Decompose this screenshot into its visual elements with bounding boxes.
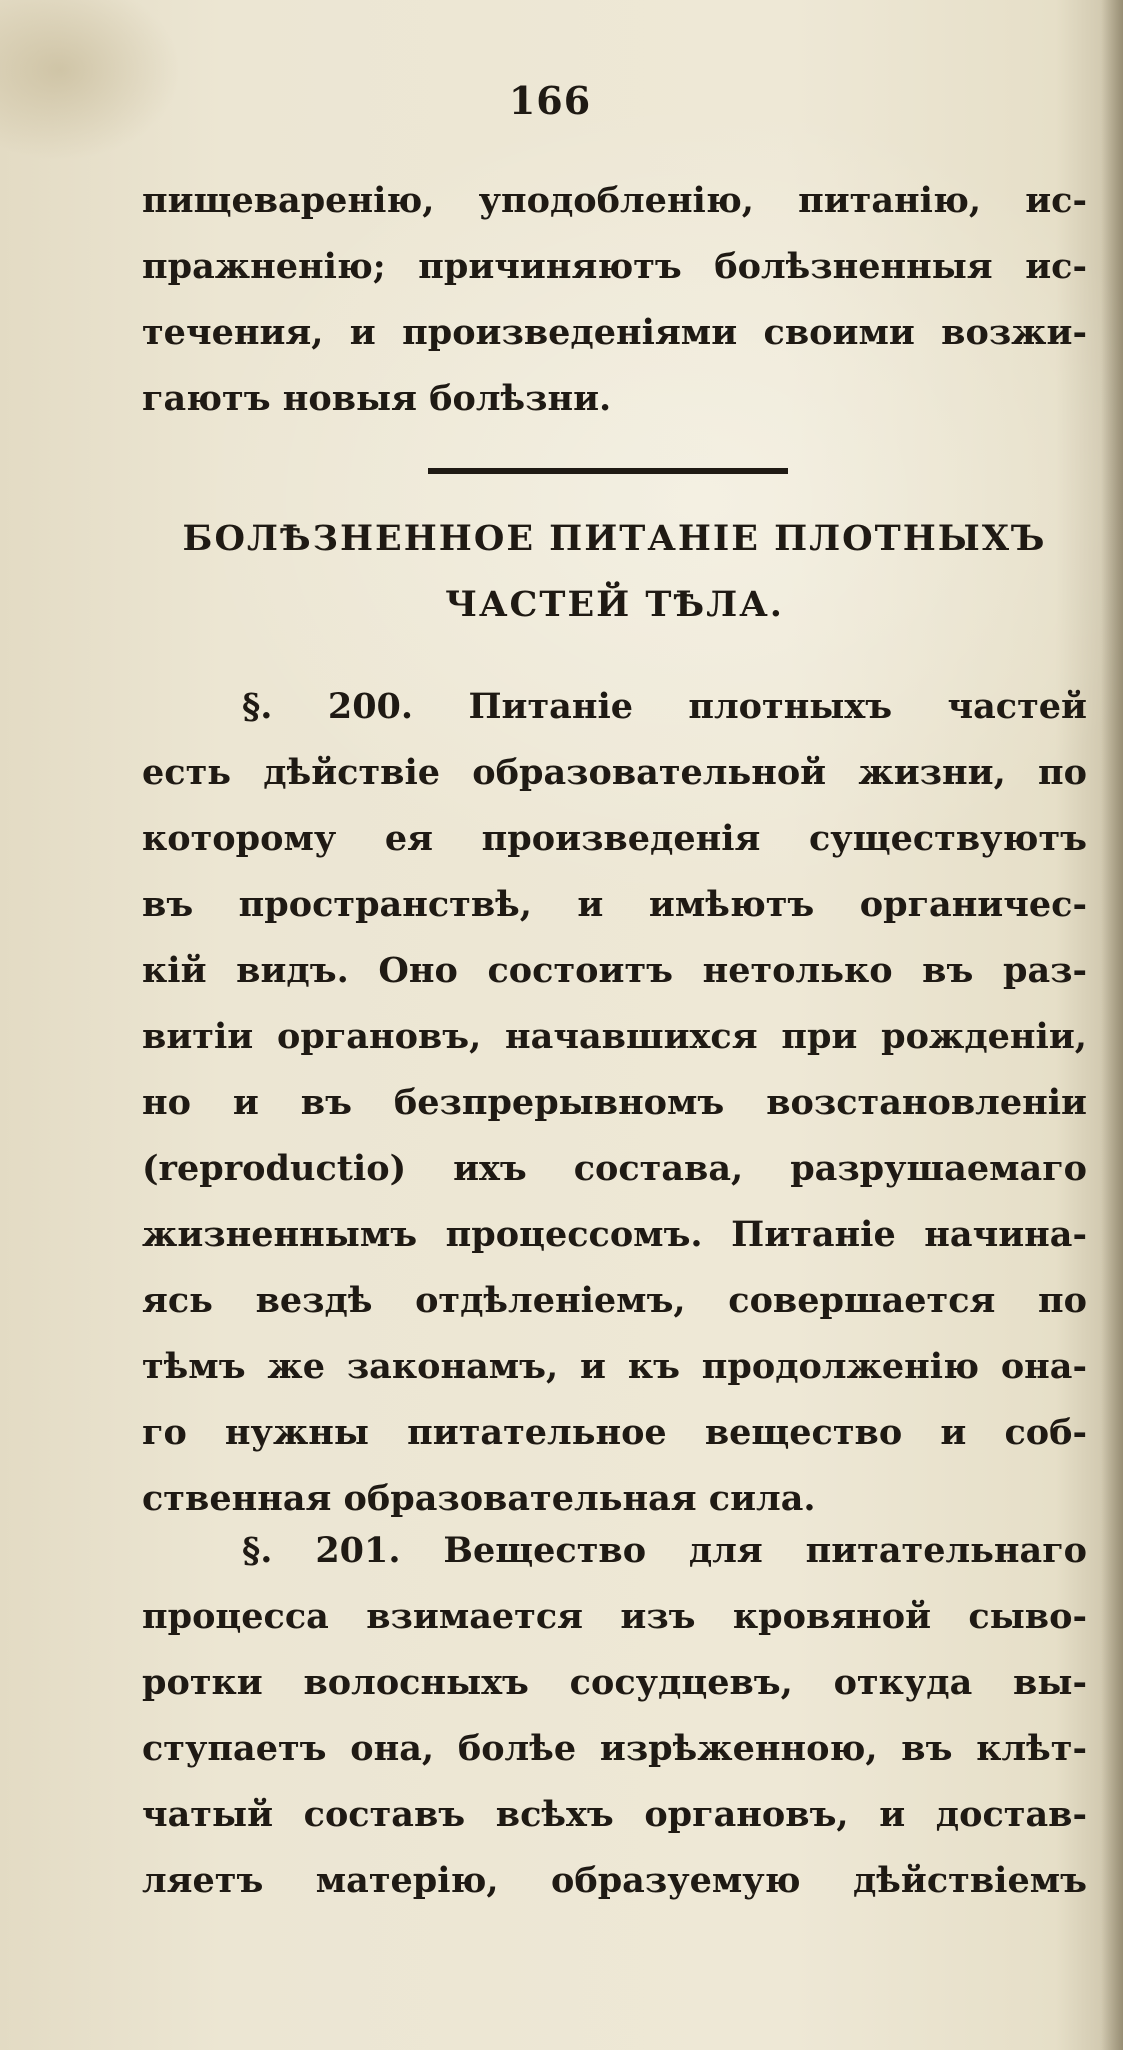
text-line: чатый составъ всѣхъ органовъ, и достав-	[142, 1794, 1087, 1835]
section-divider-rule	[428, 468, 788, 474]
text-line: витіи органовъ, начавшихся при рожденіи,	[142, 1016, 1087, 1057]
paragraph-200	[142, 674, 1087, 1532]
text-line: кій видъ. Оно состоитъ нетолько въ раз-	[142, 950, 1087, 991]
paragraph-continued	[142, 168, 1087, 432]
text-line: го нужны питательное вещество и соб-	[142, 1412, 1087, 1453]
text-line: процесса взимается изъ кровяной сыво-	[142, 1596, 1087, 1637]
section-heading-line-2: ЧАСТЕЙ ТѢЛА.	[445, 584, 784, 625]
page-number: 166	[508, 78, 592, 123]
text-line: жизненнымъ процессомъ. Питаніе начина-	[142, 1214, 1087, 1255]
text-line: ступаетъ она, болѣе изрѣженною, въ клѣт-	[142, 1728, 1087, 1769]
text-line: §. 200. Питаніе плотныхъ частей	[242, 686, 1087, 727]
text-line: въ пространствѣ, и имѣютъ органичес-	[142, 884, 1087, 925]
text-line: §. 201. Вещество для питательнаго	[242, 1530, 1087, 1571]
text-line: ротки волосныхъ сосудцевъ, откуда вы-	[142, 1662, 1087, 1703]
text-line: но и въ безпрерывномъ возстановленіи	[142, 1082, 1087, 1123]
page-gutter-shadow	[1101, 0, 1123, 2050]
text-line: пищеваренію, уподобленію, питанію, ис-	[142, 180, 1087, 221]
paragraph-201	[142, 1518, 1087, 1914]
section-heading-line-1: БОЛѢЗНЕННОЕ ПИТАНІЕ ПЛОТНЫХЪ	[182, 518, 1047, 559]
text-line: есть дѣйствіе образовательной жизни, по	[142, 752, 1087, 793]
text-line: ясь вездѣ отдѣленіемъ, совершается по	[142, 1280, 1087, 1321]
text-line: течения, и произведеніями своими возжи-	[142, 312, 1087, 353]
text-line: тѣмъ же законамъ, и къ продолженію она-	[142, 1346, 1087, 1387]
text-line: ляетъ матерію, образуемую дѣйствіемъ	[142, 1860, 1087, 1901]
text-line: (reproductio) ихъ состава, разрушаемаго	[142, 1148, 1087, 1189]
text-line: гаютъ новыя болѣзни.	[142, 378, 612, 419]
text-line: пражненію; причиняютъ болѣзненныя ис-	[142, 246, 1087, 287]
text-line: которому ея произведенія существуютъ	[142, 818, 1087, 859]
text-line: ственная образовательная сила.	[142, 1478, 816, 1519]
